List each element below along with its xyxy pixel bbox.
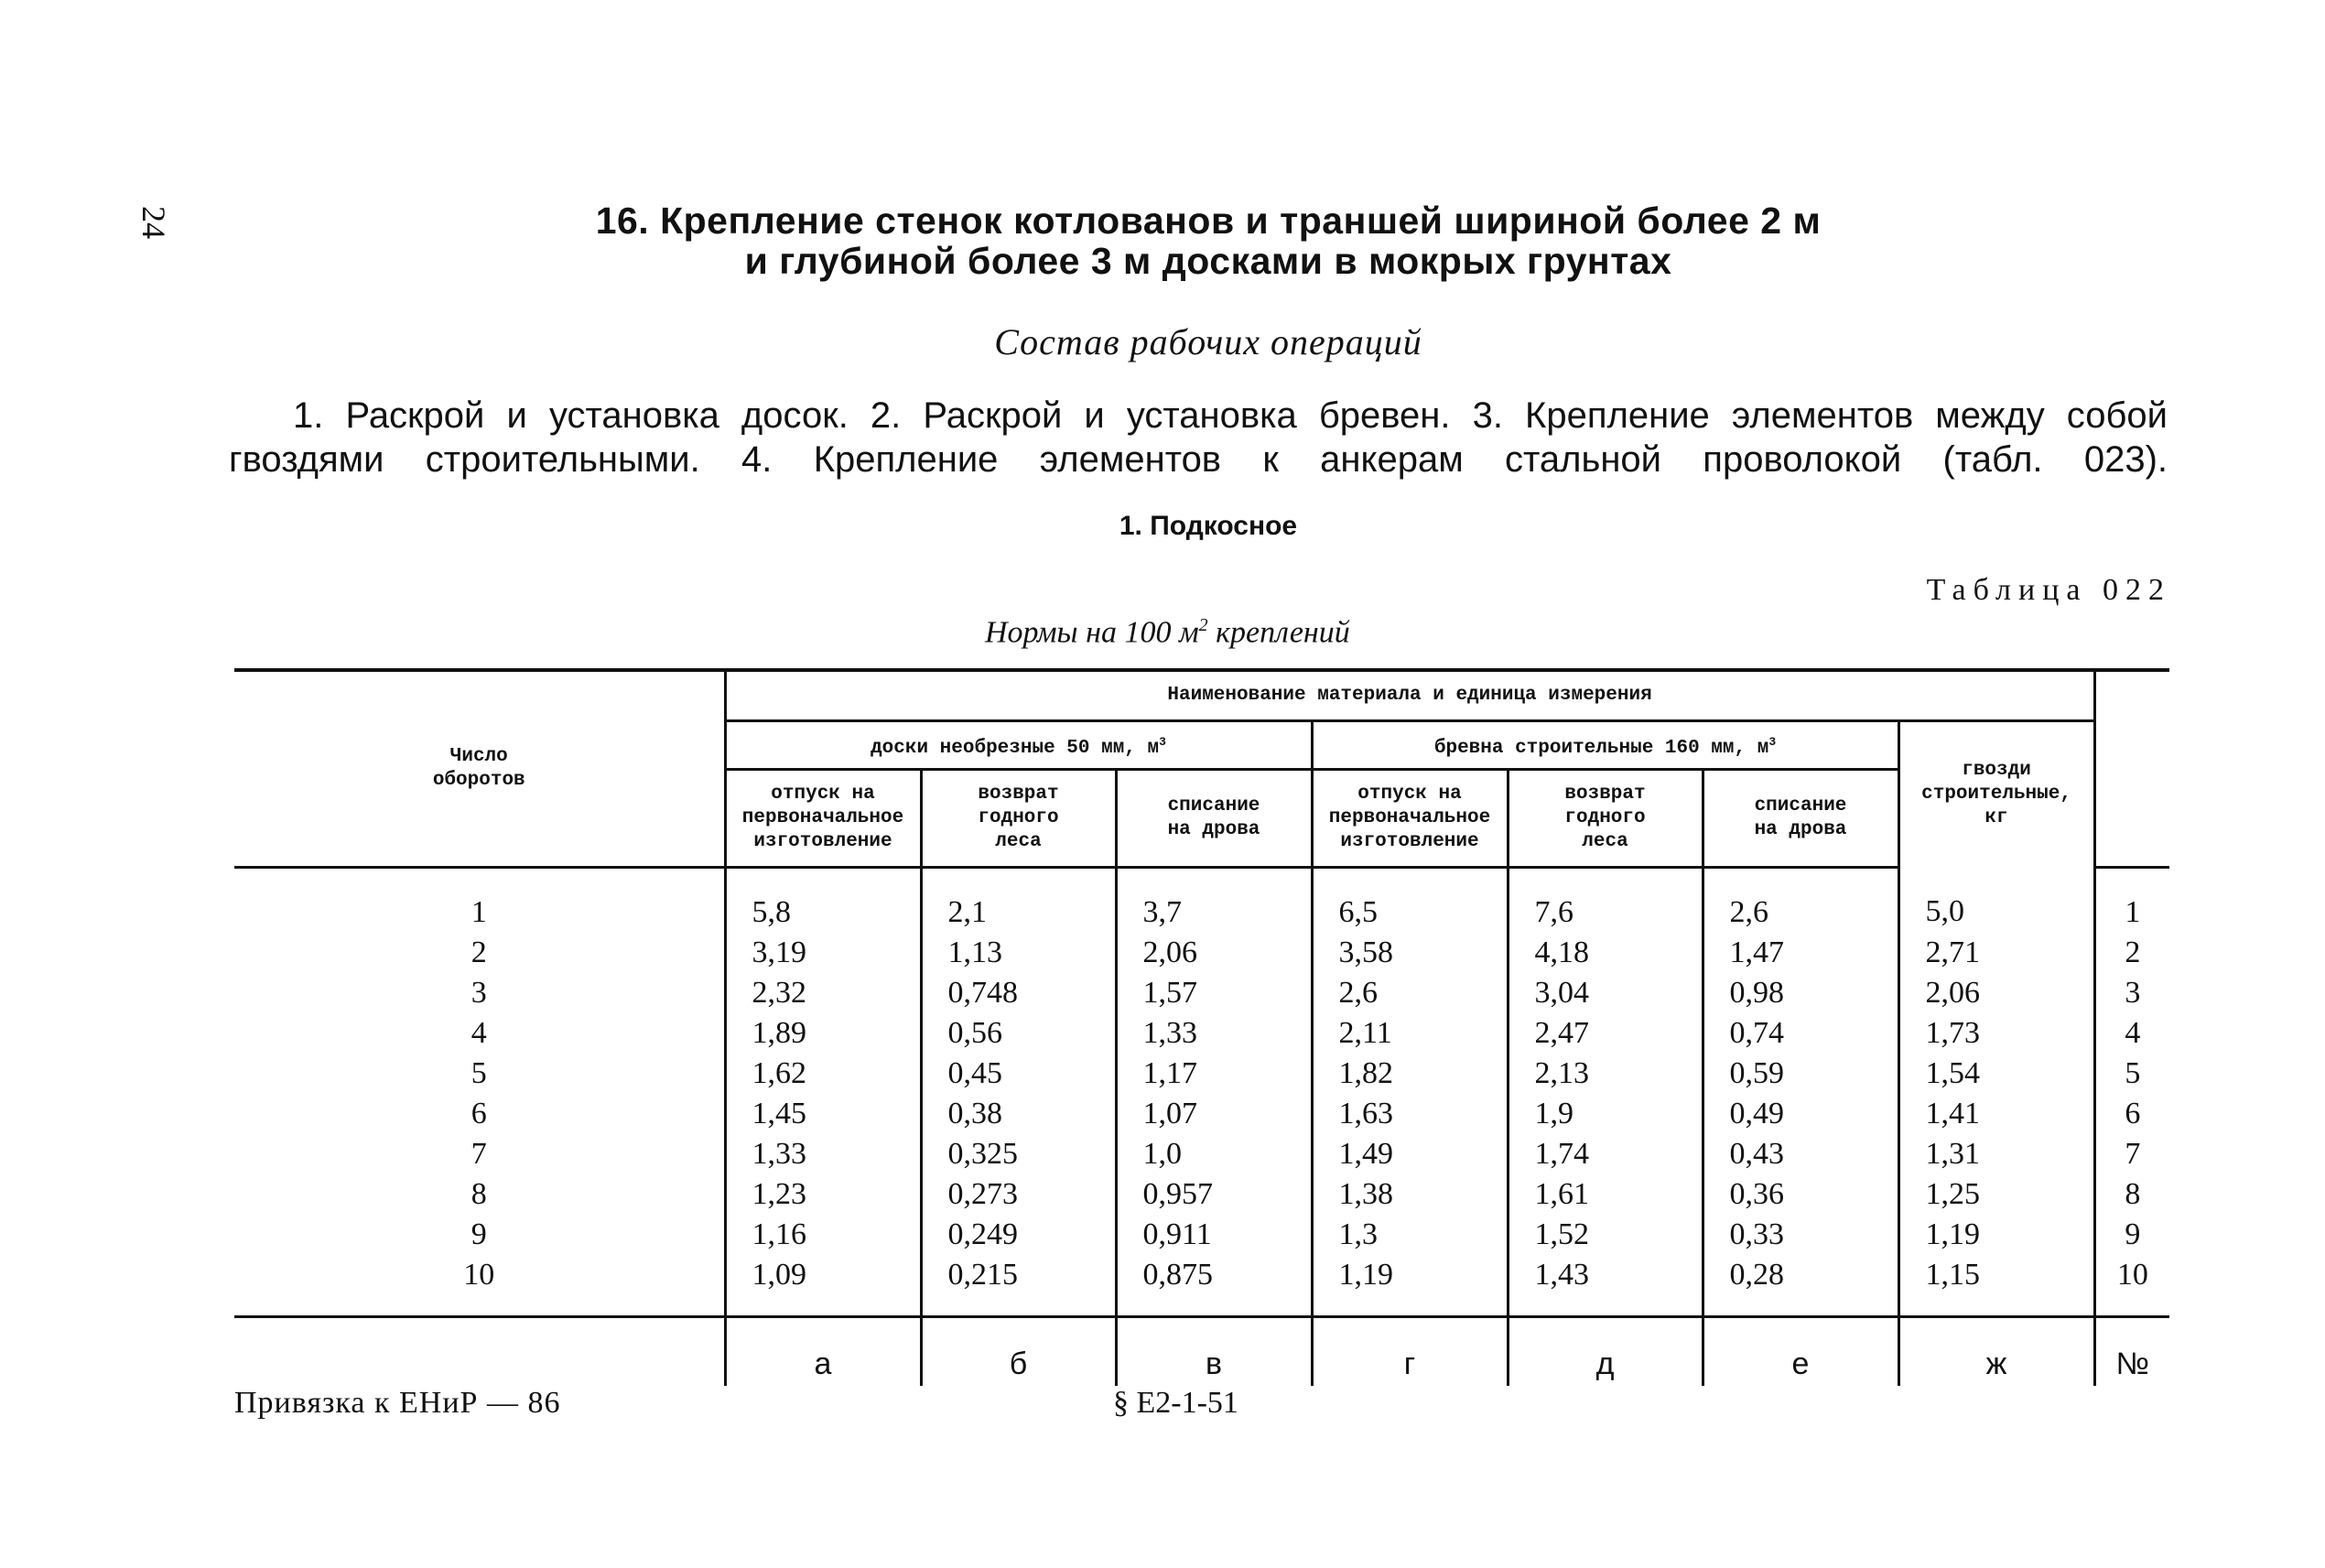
cell-row-number: 4 — [2094, 1013, 2169, 1054]
cell-turns: 8 — [470, 1177, 487, 1211]
cell-v: 0,911 — [1116, 1215, 1312, 1255]
cell-d: 1,9 — [1508, 1094, 1703, 1134]
cell-zh: 1,15 — [1898, 1255, 2094, 1317]
cell-a: 1,16 — [725, 1215, 921, 1255]
cell-zh: 1,73 — [1898, 1013, 2094, 1054]
cell-turns: 1 — [470, 895, 487, 929]
cell-g: 2,11 — [1312, 1013, 1508, 1054]
cell-g: 3,58 — [1312, 933, 1508, 973]
cell-turns: 2 — [470, 935, 487, 969]
column-letter: г — [1312, 1317, 1508, 1387]
cell-g: 2,6 — [1312, 973, 1508, 1013]
boards-label: доски необрезные 50 мм, м — [871, 737, 1160, 759]
cell-turns: 7 — [470, 1137, 487, 1171]
cell-row-number: 1 — [2094, 868, 2169, 934]
cell-a: 1,33 — [725, 1134, 921, 1174]
caption-sup: 2 — [1198, 615, 1208, 635]
cell-zh: 1,25 — [1898, 1174, 2094, 1215]
cell-g: 1,19 — [1312, 1255, 1508, 1317]
cell-a: 5,8 — [725, 868, 921, 934]
cell-zh: 5,0 — [1898, 868, 2094, 934]
heading-line-1: 16. Крепление стенок котлованов и траншей шириной более 2 м — [595, 200, 1822, 242]
cell-e: 0,33 — [1703, 1215, 1898, 1255]
table-label: Таблица 022 — [1926, 573, 2171, 607]
cell-e: 2,6 — [1703, 868, 1898, 934]
norms-table — [234, 668, 2169, 1386]
cell-g: 1,38 — [1312, 1174, 1508, 1215]
cell-zh: 2,71 — [1898, 933, 2094, 973]
cell-turns: 10 — [234, 1255, 725, 1317]
cell-g: 1,3 — [1312, 1215, 1508, 1255]
cell-zh: 1,41 — [1898, 1094, 2094, 1134]
logs-label: бревна строительные 160 мм, м — [1433, 737, 1769, 759]
blank-header — [2094, 670, 2169, 868]
table-row — [234, 1174, 2169, 1215]
cell-v: 1,0 — [1116, 1134, 1312, 1174]
cell-row-number: 6 — [2094, 1094, 2169, 1134]
cell-d: 2,13 — [1508, 1054, 1703, 1094]
boards-sup: 3 — [1159, 734, 1166, 749]
column-letter: ж — [1898, 1317, 2094, 1387]
cell-v: 1,07 — [1116, 1094, 1312, 1134]
column-letter: а — [725, 1317, 921, 1387]
cell-turns: 5 — [470, 1056, 487, 1090]
column-letters-row — [234, 1317, 2169, 1387]
cell-g: 1,63 — [1312, 1094, 1508, 1134]
letters-blank — [234, 1317, 725, 1387]
table-row — [234, 1134, 2169, 1174]
cell-b: 0,38 — [921, 1094, 1116, 1134]
nails-header: гвозди строительные, кг — [1898, 721, 2094, 868]
footer-section-ref: § Е2-1-51 — [1113, 1386, 1238, 1420]
cell-b: 0,45 — [921, 1054, 1116, 1094]
column-letter: е — [1703, 1317, 1898, 1387]
cell-e: 0,98 — [1703, 973, 1898, 1013]
logs-sup: 3 — [1768, 734, 1777, 749]
table-row — [234, 973, 2169, 1013]
column-letter: б — [921, 1317, 1116, 1387]
cell-v: 0,875 — [1116, 1255, 1312, 1317]
cell-d: 1,74 — [1508, 1134, 1703, 1174]
cell-row-number: 9 — [2094, 1215, 2169, 1255]
footer-binding: Привязка к ЕНиР — 86 — [234, 1386, 561, 1420]
cell-zh: 1,54 — [1898, 1054, 2094, 1094]
cell-a: 3,19 — [725, 933, 921, 973]
operations-subtitle: Состав рабочих операций — [994, 321, 1422, 362]
table-row — [234, 1013, 2169, 1054]
cell-b: 2,1 — [921, 868, 1116, 934]
cell-turns: 3 — [470, 976, 487, 1010]
cell-a: 1,45 — [725, 1094, 921, 1134]
cell-b: 1,13 — [921, 933, 1116, 973]
cell-g: 6,5 — [1312, 868, 1508, 934]
table-row — [234, 868, 2169, 934]
cell-b: 0,325 — [921, 1134, 1116, 1174]
cell-row-number: 5 — [2094, 1054, 2169, 1094]
column-letter: № — [2094, 1317, 2169, 1387]
cell-turns: 6 — [470, 1097, 487, 1130]
cell-b: 0,273 — [921, 1174, 1116, 1215]
table-row — [234, 1215, 2169, 1255]
table-row — [234, 1094, 2169, 1134]
cell-v: 1,33 — [1116, 1013, 1312, 1054]
logs-return-header: возврат годного леса — [1508, 770, 1703, 868]
cell-e: 1,47 — [1703, 933, 1898, 973]
cell-g: 1,82 — [1312, 1054, 1508, 1094]
section-title: 1. Подкосное — [1119, 511, 1298, 541]
page-number: 24 — [135, 206, 172, 239]
logs-header — [1312, 721, 1898, 770]
cell-row-number: 3 — [2094, 973, 2169, 1013]
cell-d: 1,61 — [1508, 1174, 1703, 1215]
cell-e: 0,28 — [1703, 1255, 1898, 1317]
cell-d: 1,52 — [1508, 1215, 1703, 1255]
cell-turns: 9 — [470, 1217, 487, 1251]
cell-zh: 1,31 — [1898, 1134, 2094, 1174]
boards-writeoff-header: списание на дрова — [1116, 770, 1312, 868]
cell-v: 2,06 — [1116, 933, 1312, 973]
table-row — [234, 1054, 2169, 1094]
operations-line-2: гвоздями строительными. 4. Крепление элементов к анкерам стальной проволокой (табл. 023). — [229, 439, 2168, 480]
cell-b: 0,215 — [921, 1255, 1116, 1317]
cell-zh: 2,06 — [1898, 973, 2094, 1013]
cell-v: 1,57 — [1116, 973, 1312, 1013]
boards-release-header: отпуск на первоначальное изготовление — [725, 770, 921, 868]
column-letter: в — [1116, 1317, 1312, 1387]
table-row — [234, 1255, 2169, 1317]
cell-e: 0,36 — [1703, 1174, 1898, 1215]
cell-row-number: 7 — [2094, 1134, 2169, 1174]
cell-a: 1,89 — [725, 1013, 921, 1054]
table-row — [234, 933, 2169, 973]
boards-return-header: возврат годного леса — [921, 770, 1116, 868]
cell-d: 1,43 — [1508, 1255, 1703, 1317]
cell-v: 0,957 — [1116, 1174, 1312, 1215]
cell-e: 0,74 — [1703, 1013, 1898, 1054]
cell-zh: 1,19 — [1898, 1215, 2094, 1255]
group-header: Наименование материала и единица измерения — [725, 670, 2094, 721]
boards-header — [725, 721, 1312, 770]
cell-a: 2,32 — [725, 973, 921, 1013]
cell-b: 0,56 — [921, 1013, 1116, 1054]
cell-a: 1,09 — [725, 1255, 921, 1317]
column-letter: д — [1508, 1317, 1703, 1387]
cell-d: 4,18 — [1508, 933, 1703, 973]
rowhead-turns: Число оборотов — [234, 670, 725, 868]
operations-line-1: 1. Раскрой и установка досок. 2. Раскрой и установка бревен. 3. Крепление элементов между собой — [293, 395, 2168, 436]
cell-b: 0,249 — [921, 1215, 1116, 1255]
cell-row-number: 2 — [2094, 933, 2169, 973]
logs-release-header: отпуск на первоначальное изготовление — [1312, 770, 1508, 868]
cell-row-number: 10 — [2094, 1255, 2169, 1317]
cell-v: 3,7 — [1116, 868, 1312, 934]
cell-v: 1,17 — [1116, 1054, 1312, 1094]
caption-prefix: Нормы на 100 м — [985, 615, 1199, 650]
cell-d: 7,6 — [1508, 868, 1703, 934]
cell-g: 1,49 — [1312, 1134, 1508, 1174]
cell-e: 0,59 — [1703, 1054, 1898, 1094]
cell-d: 2,47 — [1508, 1013, 1703, 1054]
table-body — [234, 868, 2169, 1387]
cell-e: 0,43 — [1703, 1134, 1898, 1174]
cell-row-number: 8 — [2094, 1174, 2169, 1215]
logs-writeoff-header: списание на дрова — [1703, 770, 1898, 868]
cell-a: 1,62 — [725, 1054, 921, 1094]
cell-turns: 4 — [470, 1016, 487, 1050]
table-caption — [985, 615, 1350, 650]
heading-line-2: и глубиной более 3 м досками в мокрых грунтах — [744, 240, 1672, 282]
caption-suffix: креплений — [1207, 615, 1350, 650]
cell-a: 1,23 — [725, 1174, 921, 1215]
cell-e: 0,49 — [1703, 1094, 1898, 1134]
cell-b: 0,748 — [921, 973, 1116, 1013]
cell-d: 3,04 — [1508, 973, 1703, 1013]
